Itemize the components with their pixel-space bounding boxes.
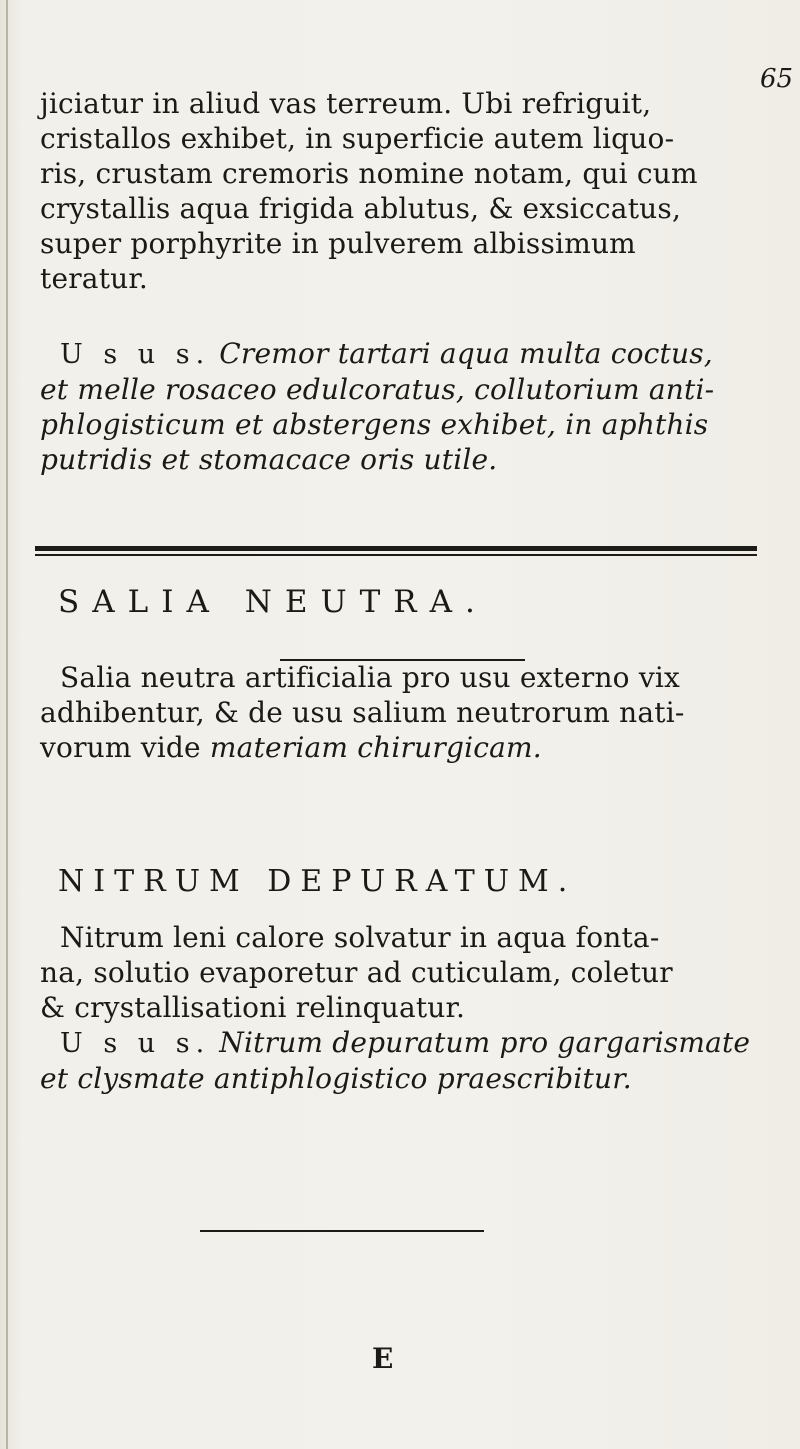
text-line: na, solutio evaporetur ad cuticulam, coletur — [40, 956, 673, 989]
text-line: vorum vide materiam chirurgicam. — [40, 731, 542, 764]
text-line: super porphyrite in pulverem albissimum — [40, 227, 636, 260]
paragraph-nitrum — [40, 920, 760, 1025]
text-line: cristallos exhibet, in superficie autem liquo- — [40, 122, 675, 155]
usus-text: phlogisticum et abstergens exhibet, in aphthis — [40, 408, 709, 441]
usus-text: Nitrum depuratum pro gargarismate — [219, 1026, 751, 1059]
text-line: ris, crustam cremoris nomine notam, qui cum — [40, 157, 698, 190]
usus-text: Cremor tartari aqua multa coctus, — [219, 337, 713, 370]
text-line: crystallis aqua frigida ablutus, & exsiccatus, — [40, 192, 682, 225]
usus-label: U s u s. — [60, 1028, 211, 1059]
usus-cremor-tartari — [40, 336, 760, 477]
paragraph-salia-neutra — [40, 660, 760, 765]
section-divider-thin — [35, 554, 757, 556]
usus-nitrum — [40, 1025, 760, 1096]
usus-first-line — [40, 336, 760, 372]
paragraph-crystallisation — [40, 86, 760, 296]
text-line: jiciatur in aliud vas terreum. Ubi refriguit, — [40, 87, 652, 120]
usus-text: et melle rosaceo edulcoratus, collutorium anti- — [40, 373, 715, 406]
section-divider — [35, 546, 757, 551]
end-rule — [200, 1230, 484, 1232]
page-number: 65 — [760, 64, 794, 94]
text-line: teratur. — [40, 262, 148, 295]
text-line: Salia neutra artificialia pro usu externo vix — [60, 661, 681, 694]
page-edge — [6, 0, 8, 1449]
usus-text: putridis et stomacace oris utile. — [40, 443, 498, 476]
usus-label: U s u s. — [60, 339, 211, 370]
subsection-title: NITRUM DEPURATUM. — [58, 864, 577, 899]
usus-text: et clysmate antiphlogistico praescribitur. — [40, 1062, 632, 1095]
usus-first-line — [40, 1025, 760, 1061]
text-line: Nitrum leni calore solvatur in aqua fonta- — [60, 921, 660, 954]
text-line: & crystallisationi relinquatur. — [40, 991, 466, 1024]
italic-reference: materiam chirurgicam. — [209, 731, 542, 764]
text-line: adhibentur, & de usu salium neutrorum nati- — [40, 696, 685, 729]
section-title: SALIA NEUTRA. — [58, 584, 488, 620]
signature-mark: E — [372, 1342, 394, 1375]
